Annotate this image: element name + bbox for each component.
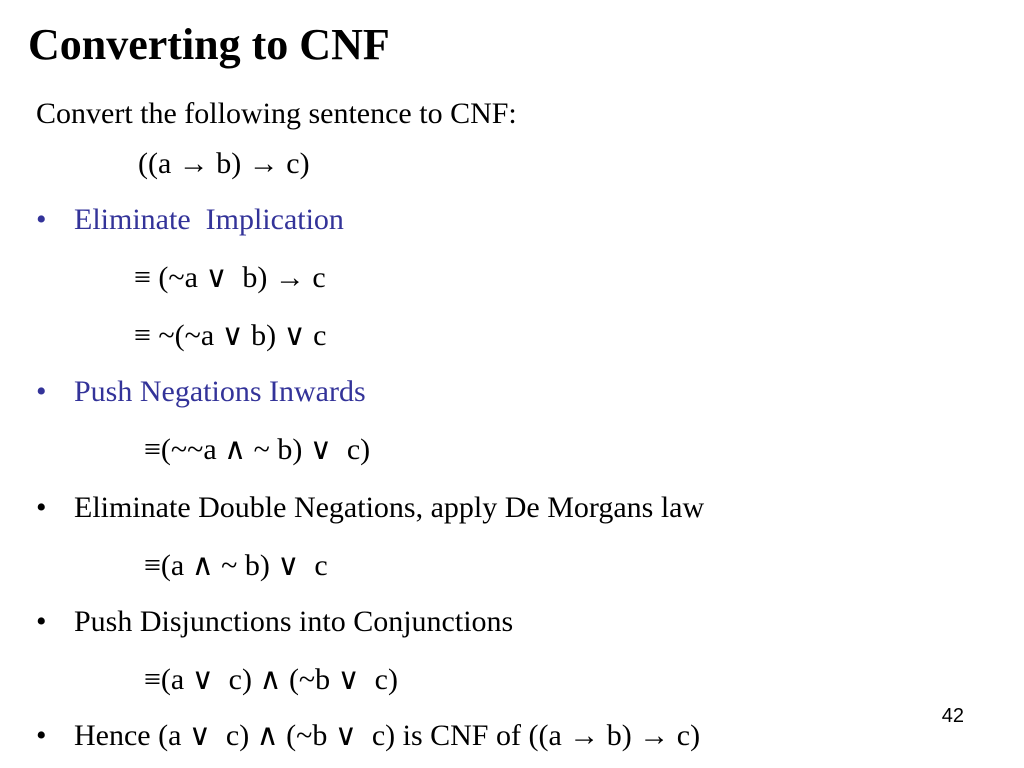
- intro-text: Convert the following sentence to CNF:: [36, 97, 517, 130]
- bullet-1-dot: •: [36, 203, 47, 236]
- step-2-heading: Push Negations Inwards: [74, 375, 366, 408]
- step-1-heading: Eliminate Implication: [74, 203, 344, 236]
- bullet-4-dot: •: [36, 605, 47, 638]
- original-sentence: ((a → b) → c): [138, 147, 310, 180]
- page-number: 42: [941, 705, 964, 727]
- step-3-line-1: ≡(a ∧ ~ b) ∨ c: [144, 549, 328, 582]
- step-3-heading: Eliminate Double Negations, apply De Morgans law: [74, 491, 705, 524]
- conclusion-text: Hence (a ∨ c) ∧ (~b ∨ c) is CNF of ((a → b) → c): [74, 719, 701, 752]
- bullet-2-dot: •: [36, 375, 47, 408]
- step-4-line-1: ≡(a ∨ c) ∧ (~b ∨ c): [144, 663, 398, 696]
- step-4-heading: Push Disjunctions into Conjunctions: [74, 605, 514, 638]
- step-1-line-2: ≡ ~(~a ∨ b) ∨ c: [134, 319, 327, 352]
- bullet-5-dot: •: [36, 719, 47, 752]
- step-2-line-1: ≡(~~a ∧ ~ b) ∨ c): [144, 433, 371, 466]
- step-1-line-1: ≡ (~a ∨ b) → c: [134, 261, 326, 294]
- slide-title: Converting to CNF: [28, 20, 390, 69]
- bullet-3-dot: •: [36, 491, 47, 524]
